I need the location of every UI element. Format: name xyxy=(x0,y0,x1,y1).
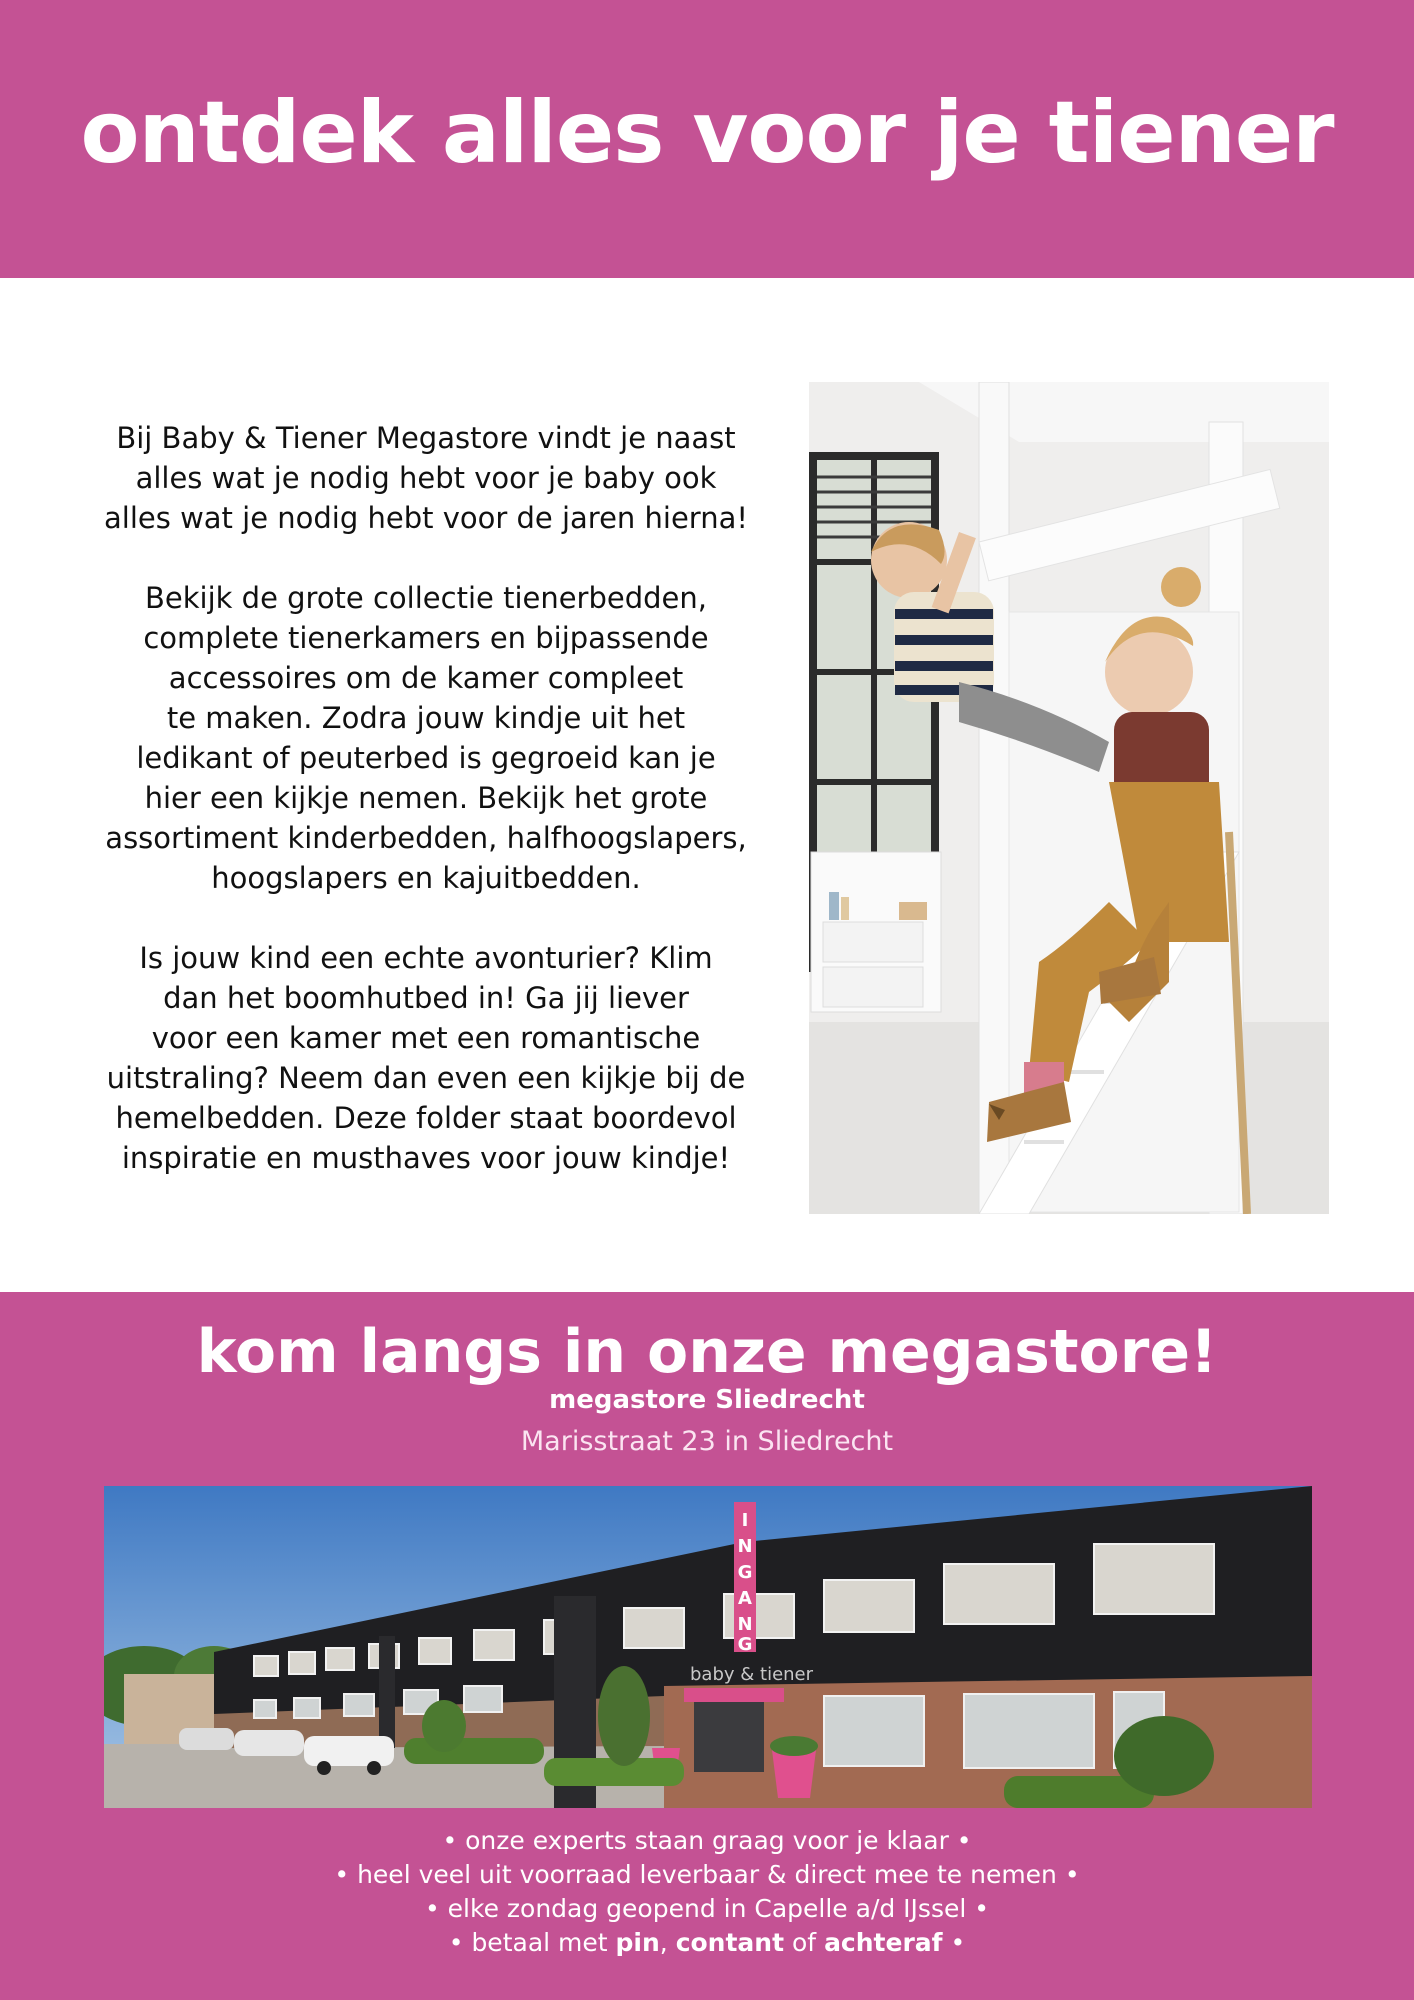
entrance-sign-letter: G xyxy=(737,1634,753,1655)
entrance-sign-letter: G xyxy=(737,1562,753,1583)
usp-experts: • onze experts staan graag voor je klaar • xyxy=(442,1826,972,1855)
usp-payment-sep: , xyxy=(659,1928,676,1957)
entrance-sign-letter: N xyxy=(737,1536,753,1557)
usp-payment-of: of xyxy=(784,1928,825,1957)
store-name: megastore Sliedrecht xyxy=(549,1385,865,1415)
store-address: Marisstraat 23 in Sliedrecht xyxy=(520,1426,894,1457)
usp-payment-suffix: • xyxy=(942,1928,966,1957)
intro-text xyxy=(62,418,790,1218)
usp-sunday: • elke zondag geopend in Capelle a/d IJssel • xyxy=(424,1894,989,1923)
store-logo-sign: baby & tiener xyxy=(690,1664,814,1685)
store-usps xyxy=(0,1824,1414,1960)
kids-treehouse-bed-photo xyxy=(809,382,1329,1214)
intro-paragraph-3: Is jouw kind een echte avonturier? Klim dan het boomhutbed in! Ga jij liever voor een kamer met een romantische uitstraling? Neem dan even een kijkje bij de hemelbedden. Deze folder staat boordevol inspiratie en musthaves voor jouw kindje! xyxy=(106,941,746,1175)
entrance-sign-letter: N xyxy=(737,1614,753,1635)
page-title: ontdek alles voor je tiener xyxy=(80,83,1334,183)
store-heading: kom langs in onze megastore! xyxy=(196,1317,1218,1387)
usp-payment-pin: pin xyxy=(615,1928,660,1957)
store-banner xyxy=(0,1292,1414,2000)
intro-paragraph-1: Bij Baby & Tiener Megastore vindt je naast alles wat je nodig hebt voor je baby ook alles wat je nodig hebt voor de jaren hierna! xyxy=(104,421,748,535)
usp-payment-contant: contant xyxy=(675,1928,785,1957)
usp-payment-achteraf: achteraf xyxy=(824,1928,943,1957)
intro-paragraph-2: Bekijk de grote collectie tienerbedden, complete tienerkamers en bijpassende accessoires om de kamer compleet te maken. Zodra jouw kindje uit het ledikant of peuterbed is gegroeid kan je hier een kijkje nemen. Bekijk het grote assortiment kinderbedden, halfhoogslapers, hoogslapers en kajuitbedden. xyxy=(105,581,747,895)
entrance-sign-letter: A xyxy=(738,1588,752,1609)
usp-stock: • heel veel uit voorraad leverbaar & direct mee te nemen • xyxy=(334,1860,1080,1889)
usp-payment xyxy=(0,1926,1414,1960)
entrance-sign-letter: I xyxy=(741,1510,749,1531)
store-facade-photo xyxy=(104,1486,1312,1808)
usp-payment-prefix: • betaal met xyxy=(448,1928,616,1957)
top-banner xyxy=(0,0,1414,278)
